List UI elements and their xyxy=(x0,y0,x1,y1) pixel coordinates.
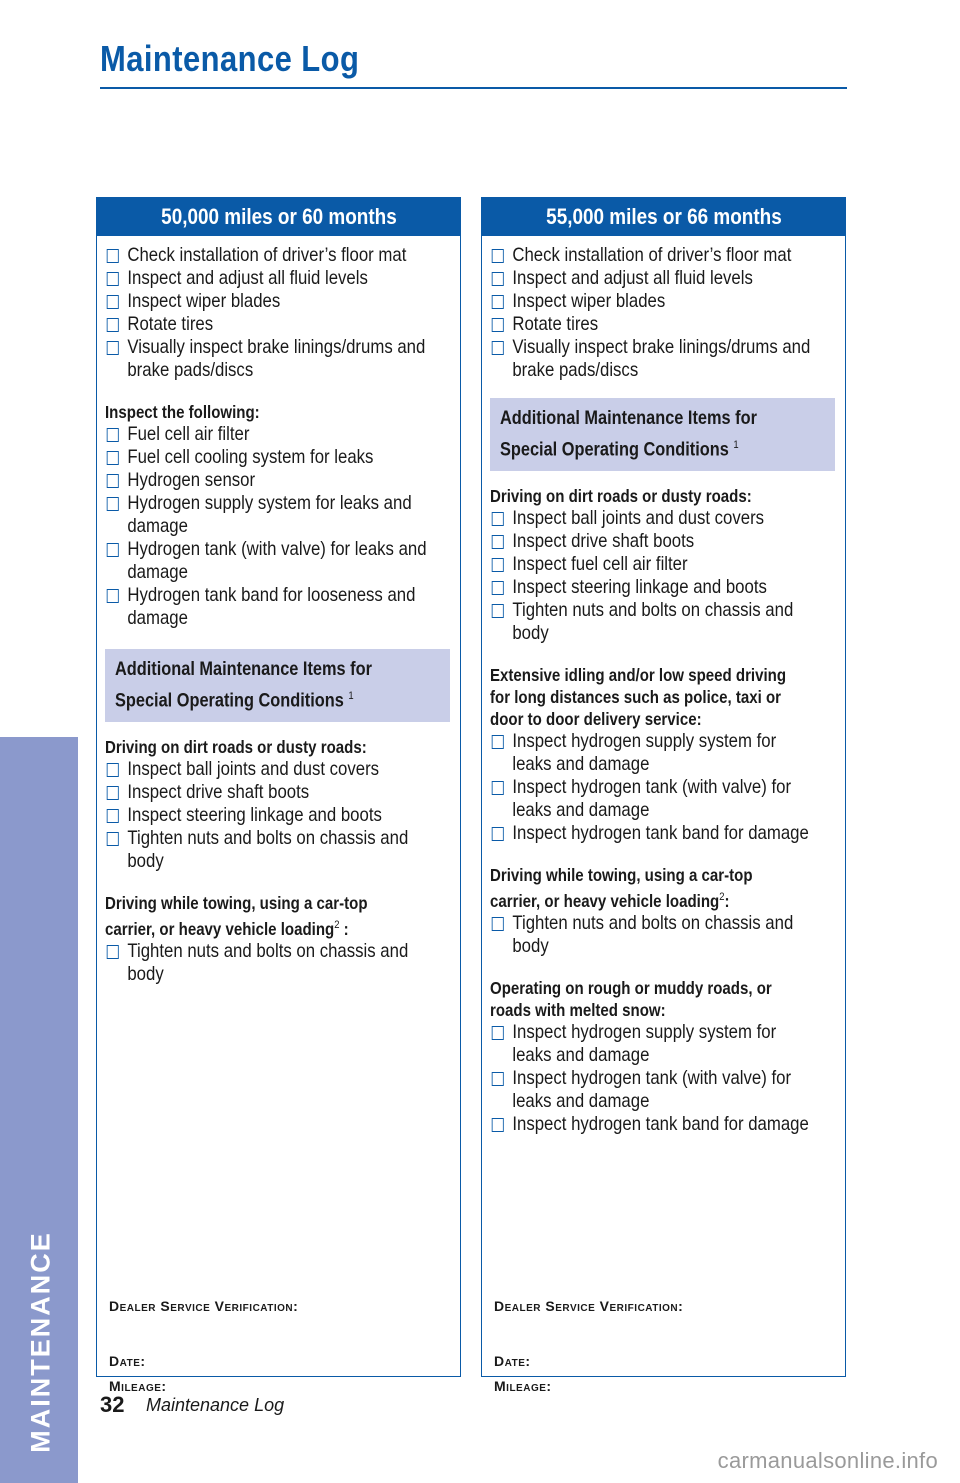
checkbox-icon[interactable] xyxy=(492,1118,504,1132)
checkbox-icon[interactable] xyxy=(107,272,119,286)
checkbox-icon[interactable] xyxy=(107,341,119,355)
side-tab-label-wrap xyxy=(21,1222,61,1462)
section-heading-cont: carrier, or heavy vehicle loading$^2$: xyxy=(490,891,730,912)
checklist-item[interactable]: Tighten nuts and bolts on chassis and xyxy=(490,912,817,935)
checklist-item[interactable]: Inspect and adjust all fluid levels xyxy=(490,267,817,290)
checkbox-icon[interactable] xyxy=(107,589,119,603)
section-heading: Driving on dirt roads or dusty roads: xyxy=(105,737,367,758)
checkbox-icon[interactable] xyxy=(492,604,504,618)
date-label: Date: xyxy=(494,1353,531,1369)
checklist-item[interactable]: Tighten nuts and bolts on chassis and xyxy=(105,940,432,963)
checkbox-icon[interactable] xyxy=(107,543,119,557)
checkbox-icon[interactable] xyxy=(492,827,504,841)
mileage-label: Mileage: xyxy=(109,1378,167,1394)
section-heading: Inspect the following: xyxy=(105,402,260,422)
page-number: 32 xyxy=(100,1392,125,1417)
checkbox-icon[interactable] xyxy=(492,1026,504,1040)
checklist-item[interactable]: Inspect drive shaft boots xyxy=(105,781,432,804)
checklist-item-continued: body xyxy=(127,963,164,986)
checkbox-icon[interactable] xyxy=(492,917,504,931)
checkbox-icon[interactable] xyxy=(107,474,119,488)
checkbox-icon[interactable] xyxy=(492,295,504,309)
checkbox-icon[interactable] xyxy=(107,497,119,511)
checklist-item-continued: brake pads/discs xyxy=(127,359,254,381)
side-tab-label: MAINTENANCE xyxy=(25,1231,56,1453)
checklist-item[interactable]: Inspect ball joints and dust covers xyxy=(105,758,432,781)
additional-items-box xyxy=(490,398,835,471)
checkbox-icon[interactable] xyxy=(492,249,504,263)
section-heading: Driving on dirt roads or dusty roads: xyxy=(490,486,752,507)
checklist-item[interactable]: Fuel cell air filter xyxy=(105,423,432,446)
section-heading: Extensive idling and/or low speed driving xyxy=(490,665,787,686)
checkbox-icon[interactable] xyxy=(107,428,119,442)
checklist-item[interactable]: Inspect hydrogen supply system for xyxy=(490,1021,817,1044)
checkbox-icon[interactable] xyxy=(492,735,504,749)
checkbox-icon[interactable] xyxy=(107,786,119,800)
checkbox-icon[interactable] xyxy=(107,945,119,959)
checklist-item[interactable]: Inspect hydrogen tank band for damage xyxy=(490,1113,817,1136)
checkbox-icon[interactable] xyxy=(492,272,504,286)
checkbox-icon[interactable] xyxy=(492,535,504,549)
page-title: Maintenance Log xyxy=(100,38,360,79)
date-label: Date: xyxy=(109,1353,146,1369)
checkbox-icon[interactable] xyxy=(107,318,119,332)
checklist-item[interactable]: Fuel cell cooling system for leaks xyxy=(105,446,432,469)
checklist-item[interactable]: Hydrogen supply system for leaks and xyxy=(105,492,432,515)
section-heading-cont: roads with melted snow: xyxy=(490,1000,666,1021)
additional-items-subtitle: Special Operating Conditions $^1$ xyxy=(115,690,354,712)
checkbox-icon[interactable] xyxy=(492,558,504,572)
checklist-item[interactable]: Inspect ball joints and dust covers xyxy=(490,507,817,530)
checklist-item[interactable]: Hydrogen sensor xyxy=(105,469,432,492)
checkbox-icon[interactable] xyxy=(492,781,504,795)
checklist-item[interactable]: Inspect hydrogen tank (with valve) for xyxy=(490,776,817,799)
dealer-verification-label: Dealer Service Verification: xyxy=(109,1298,299,1314)
checklist-item[interactable]: Hydrogen tank (with valve) for leaks and xyxy=(105,538,432,561)
checklist-item-continued: leaks and damage xyxy=(512,799,650,822)
dealer-verification-label: Dealer Service Verification: xyxy=(494,1298,684,1314)
checklist-item[interactable]: Inspect wiper blades xyxy=(490,290,817,313)
section-heading: Operating on rough or muddy roads, or xyxy=(490,978,772,999)
mileage-label: Mileage: xyxy=(494,1378,552,1394)
footer-label: Maintenance Log xyxy=(146,1395,285,1415)
watermark: carmanualsonline.info xyxy=(717,1448,938,1473)
checklist-item[interactable]: Inspect steering linkage and boots xyxy=(490,576,817,599)
checklist-item-continued: damage xyxy=(127,607,188,629)
checkbox-icon[interactable] xyxy=(492,512,504,526)
checklist-item[interactable]: Inspect fuel cell air filter xyxy=(490,553,817,576)
checkbox-icon[interactable] xyxy=(107,451,119,465)
checklist-item-continued: body xyxy=(512,935,549,958)
additional-items-title: Additional Maintenance Items for xyxy=(115,659,372,680)
checklist-item[interactable]: Rotate tires xyxy=(105,313,432,336)
checklist-item[interactable]: Inspect wiper blades xyxy=(105,290,432,313)
section-heading: Driving while towing, using a car-top xyxy=(105,893,368,914)
checklist-item[interactable]: Visually inspect brake linings/drums and xyxy=(105,336,432,359)
checklist-item-continued: body xyxy=(127,850,164,873)
checklist-item-continued: leaks and damage xyxy=(512,1090,650,1113)
checkbox-icon[interactable] xyxy=(107,832,119,846)
checklist-item[interactable]: Inspect and adjust all fluid levels xyxy=(105,267,432,290)
section-heading-cont: for long distances such as police, taxi or xyxy=(490,687,782,708)
checkbox-icon[interactable] xyxy=(492,318,504,332)
checklist-item-continued: damage xyxy=(127,515,188,537)
checklist-item[interactable]: Inspect hydrogen tank (with valve) for xyxy=(490,1067,817,1090)
additional-items-title: Additional Maintenance Items for xyxy=(500,408,757,429)
checklist-item[interactable]: Tighten nuts and bolts on chassis and xyxy=(490,599,817,622)
left-column-header: 50,000 miles or 60 months xyxy=(97,198,460,236)
right-column xyxy=(481,197,846,1394)
section-heading-cont: carrier, or heavy vehicle loading$^2$ : xyxy=(105,919,349,940)
checkbox-icon[interactable] xyxy=(107,295,119,309)
checklist-item[interactable]: Rotate tires xyxy=(490,313,817,336)
checkbox-icon[interactable] xyxy=(107,249,119,263)
checklist-item-continued: leaks and damage xyxy=(512,753,650,776)
additional-items-subtitle: Special Operating Conditions $^1$ xyxy=(500,439,739,461)
checklist-item[interactable]: Inspect steering linkage and boots xyxy=(105,804,432,827)
section-heading: Driving while towing, using a car-top xyxy=(490,865,753,886)
checklist-item[interactable]: Check installation of driver’s floor mat xyxy=(490,244,817,267)
checklist-item[interactable]: Check installation of driver’s floor mat xyxy=(105,244,432,267)
checklist-item-continued: damage xyxy=(127,561,188,583)
checklist-item[interactable]: Tighten nuts and bolts on chassis and xyxy=(105,827,432,850)
checklist-item[interactable]: Inspect drive shaft boots xyxy=(490,530,817,553)
title-rule xyxy=(100,87,847,89)
checklist-item[interactable]: Visually inspect brake linings/drums and xyxy=(490,336,817,359)
checklist-item[interactable]: Inspect hydrogen supply system for xyxy=(490,730,817,753)
checkbox-icon[interactable] xyxy=(107,809,119,823)
checkbox-icon[interactable] xyxy=(107,763,119,777)
checkbox-icon[interactable] xyxy=(492,581,504,595)
checklist-item-continued: brake pads/discs xyxy=(512,359,639,381)
left-column xyxy=(96,197,461,1394)
checkbox-icon[interactable] xyxy=(492,1072,504,1086)
additional-items-box xyxy=(105,649,450,722)
section-heading-cont: door to door delivery service: xyxy=(490,709,702,730)
right-column-header: 55,000 miles or 66 months xyxy=(482,198,845,236)
checklist-item[interactable]: Hydrogen tank band for looseness and xyxy=(105,584,432,607)
checkbox-icon[interactable] xyxy=(492,341,504,355)
checklist-item-continued: leaks and damage xyxy=(512,1044,650,1067)
checklist-item[interactable]: Inspect hydrogen tank band for damage xyxy=(490,822,817,845)
checklist-item-continued: body xyxy=(512,622,549,645)
